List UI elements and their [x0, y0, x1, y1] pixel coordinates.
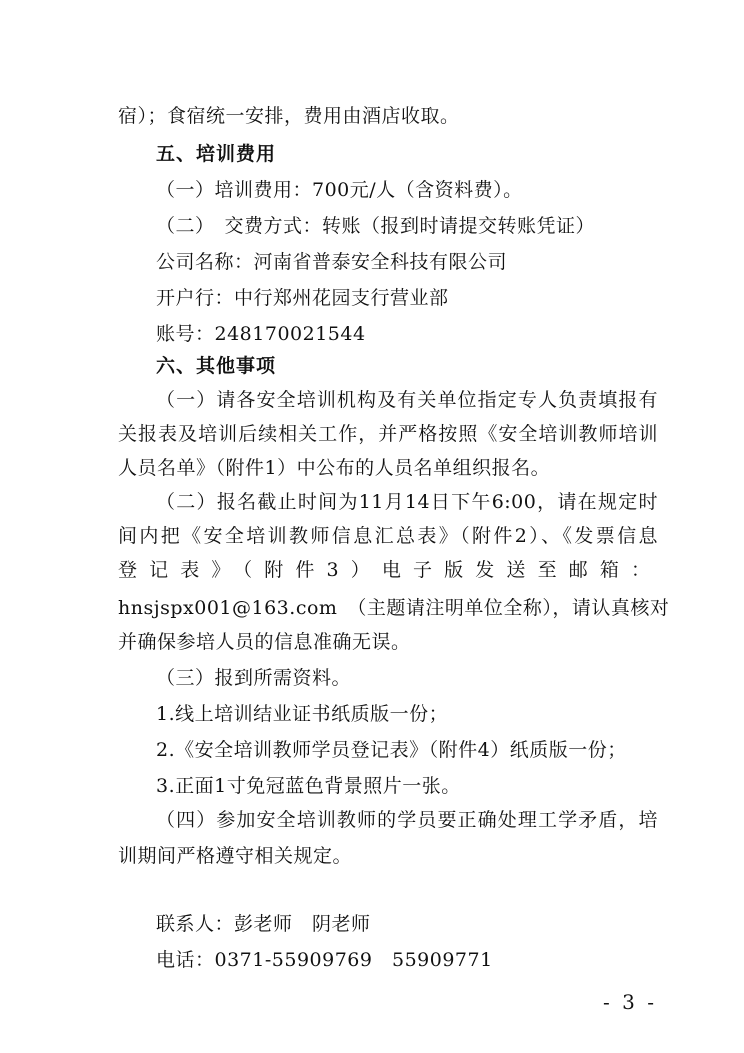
- list-item: 3.正面1寸免冠蓝色背景照片一张。: [156, 775, 461, 797]
- account-number: 账号：248170021544: [156, 323, 366, 345]
- section-heading-fees: 五、培训费用: [156, 143, 277, 165]
- text-line: 训期间严格遵守相关规定。: [118, 845, 353, 867]
- text-line: 登记表》（附件3）电子版发送至邮箱：: [118, 559, 658, 581]
- text-line: （四）参加安全培训教师的学员要正确处理工学矛盾，培: [156, 809, 658, 831]
- text-line: （二） 交费方式：转账（报到时请提交转账凭证）: [156, 215, 596, 237]
- bank-name: 开户行：中行郑州花园支行营业部: [156, 287, 449, 309]
- text-line: 间内把《安全培训教师信息汇总表》（附件2）、《发票信息: [118, 525, 658, 547]
- email-line: hnsjspx001@163.com （主题请注明单位全称），请认真核对: [118, 597, 670, 619]
- text-line: 人员名单》（附件1）中公布的人员名单组织报名。: [118, 457, 551, 479]
- list-item: 1.线上培训结业证书纸质版一份；: [156, 703, 449, 725]
- list-item: 2.《安全培训教师学员登记表》（附件4）纸质版一份；: [156, 739, 627, 761]
- text-line: 并确保参培人员的信息准确无误。: [118, 631, 411, 653]
- text-line: （二）报名截止时间为11月14日下午6:00，请在规定时: [156, 491, 658, 513]
- text-line: （一）请各安全培训机构及有关单位指定专人负责填报有: [156, 389, 658, 411]
- contact-phone: 电话：0371-55909769 55909771: [156, 949, 493, 971]
- text-line: 宿）；食宿统一安排，费用由酒店收取。: [118, 105, 460, 127]
- section-heading-other: 六、其他事项: [156, 355, 277, 377]
- text-line: 关报表及培训后续相关工作，并严格按照《安全培训教师培训: [118, 423, 658, 445]
- page-number: - 3 -: [603, 990, 657, 1014]
- contact-people: 联系人：彭老师 阴老师: [156, 913, 371, 935]
- company-name: 公司名称：河南省普泰安全科技有限公司: [156, 251, 508, 273]
- text-line: （一）培训费用：700元/人（含资料费）。: [156, 179, 523, 201]
- text-line: （三）报到所需资料。: [156, 667, 352, 689]
